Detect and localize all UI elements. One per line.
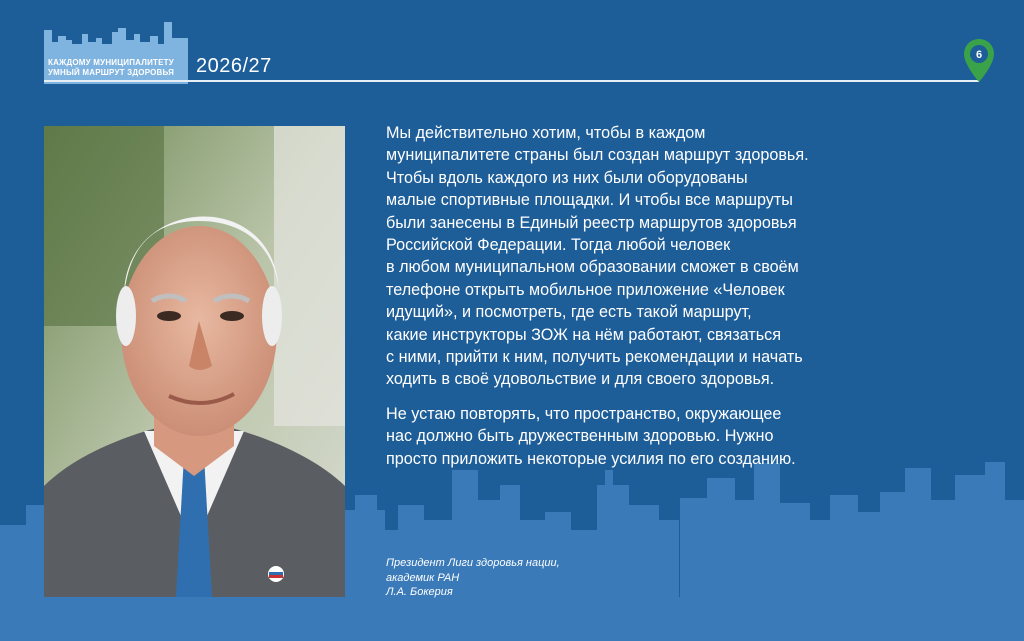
- caption-title: Президент Лиги здоровья нации,: [386, 557, 560, 569]
- portrait-photo: [44, 126, 345, 597]
- logo-text-line1: КАЖДОМУ МУНИЦИПАЛИТЕТУ: [48, 58, 174, 67]
- caption-rank: академик РАН: [386, 571, 460, 584]
- quote-paragraph-2: Не устаю повторять, что пространство, окружающее нас должно быть дружественным здоровью. Нужно просто приложить некоторые усилия по его созданию.: [386, 404, 796, 468]
- page-number: 6: [975, 49, 983, 61]
- logo-text-line2: УМНЫЙ МАРШРУТ ЗДОРОВЬЯ: [48, 68, 175, 77]
- year-label: 2026/27: [196, 55, 272, 77]
- caption-name: Л.А. Бокерия: [386, 586, 453, 598]
- location-pin-icon: [962, 38, 996, 84]
- author-caption: [386, 556, 560, 600]
- header-divider: [44, 80, 979, 82]
- quote-block: [386, 122, 946, 482]
- quote-paragraph-1: Мы действительно хотим, чтобы в каждом муниципалитете страны был создан маршрут здоровья. Чтобы вдоль каждого из них были оборудованы малые спортивные площадки. И чтобы все маршруты были занесены в Единый реестр маршрутов здоровья Российской Федерации. Тогда любой человек в любом муниципальном образовании сможет в своём телефоне открыть мобильное приложение «Человек идущий», и посмотреть, где есть такой маршрут, какие инструкторы ЗОЖ на нём работают, связаться с ними, прийти к ним, получить рекомендации и начать ходить в своё удовольствие и для своего здоровья.: [386, 124, 809, 389]
